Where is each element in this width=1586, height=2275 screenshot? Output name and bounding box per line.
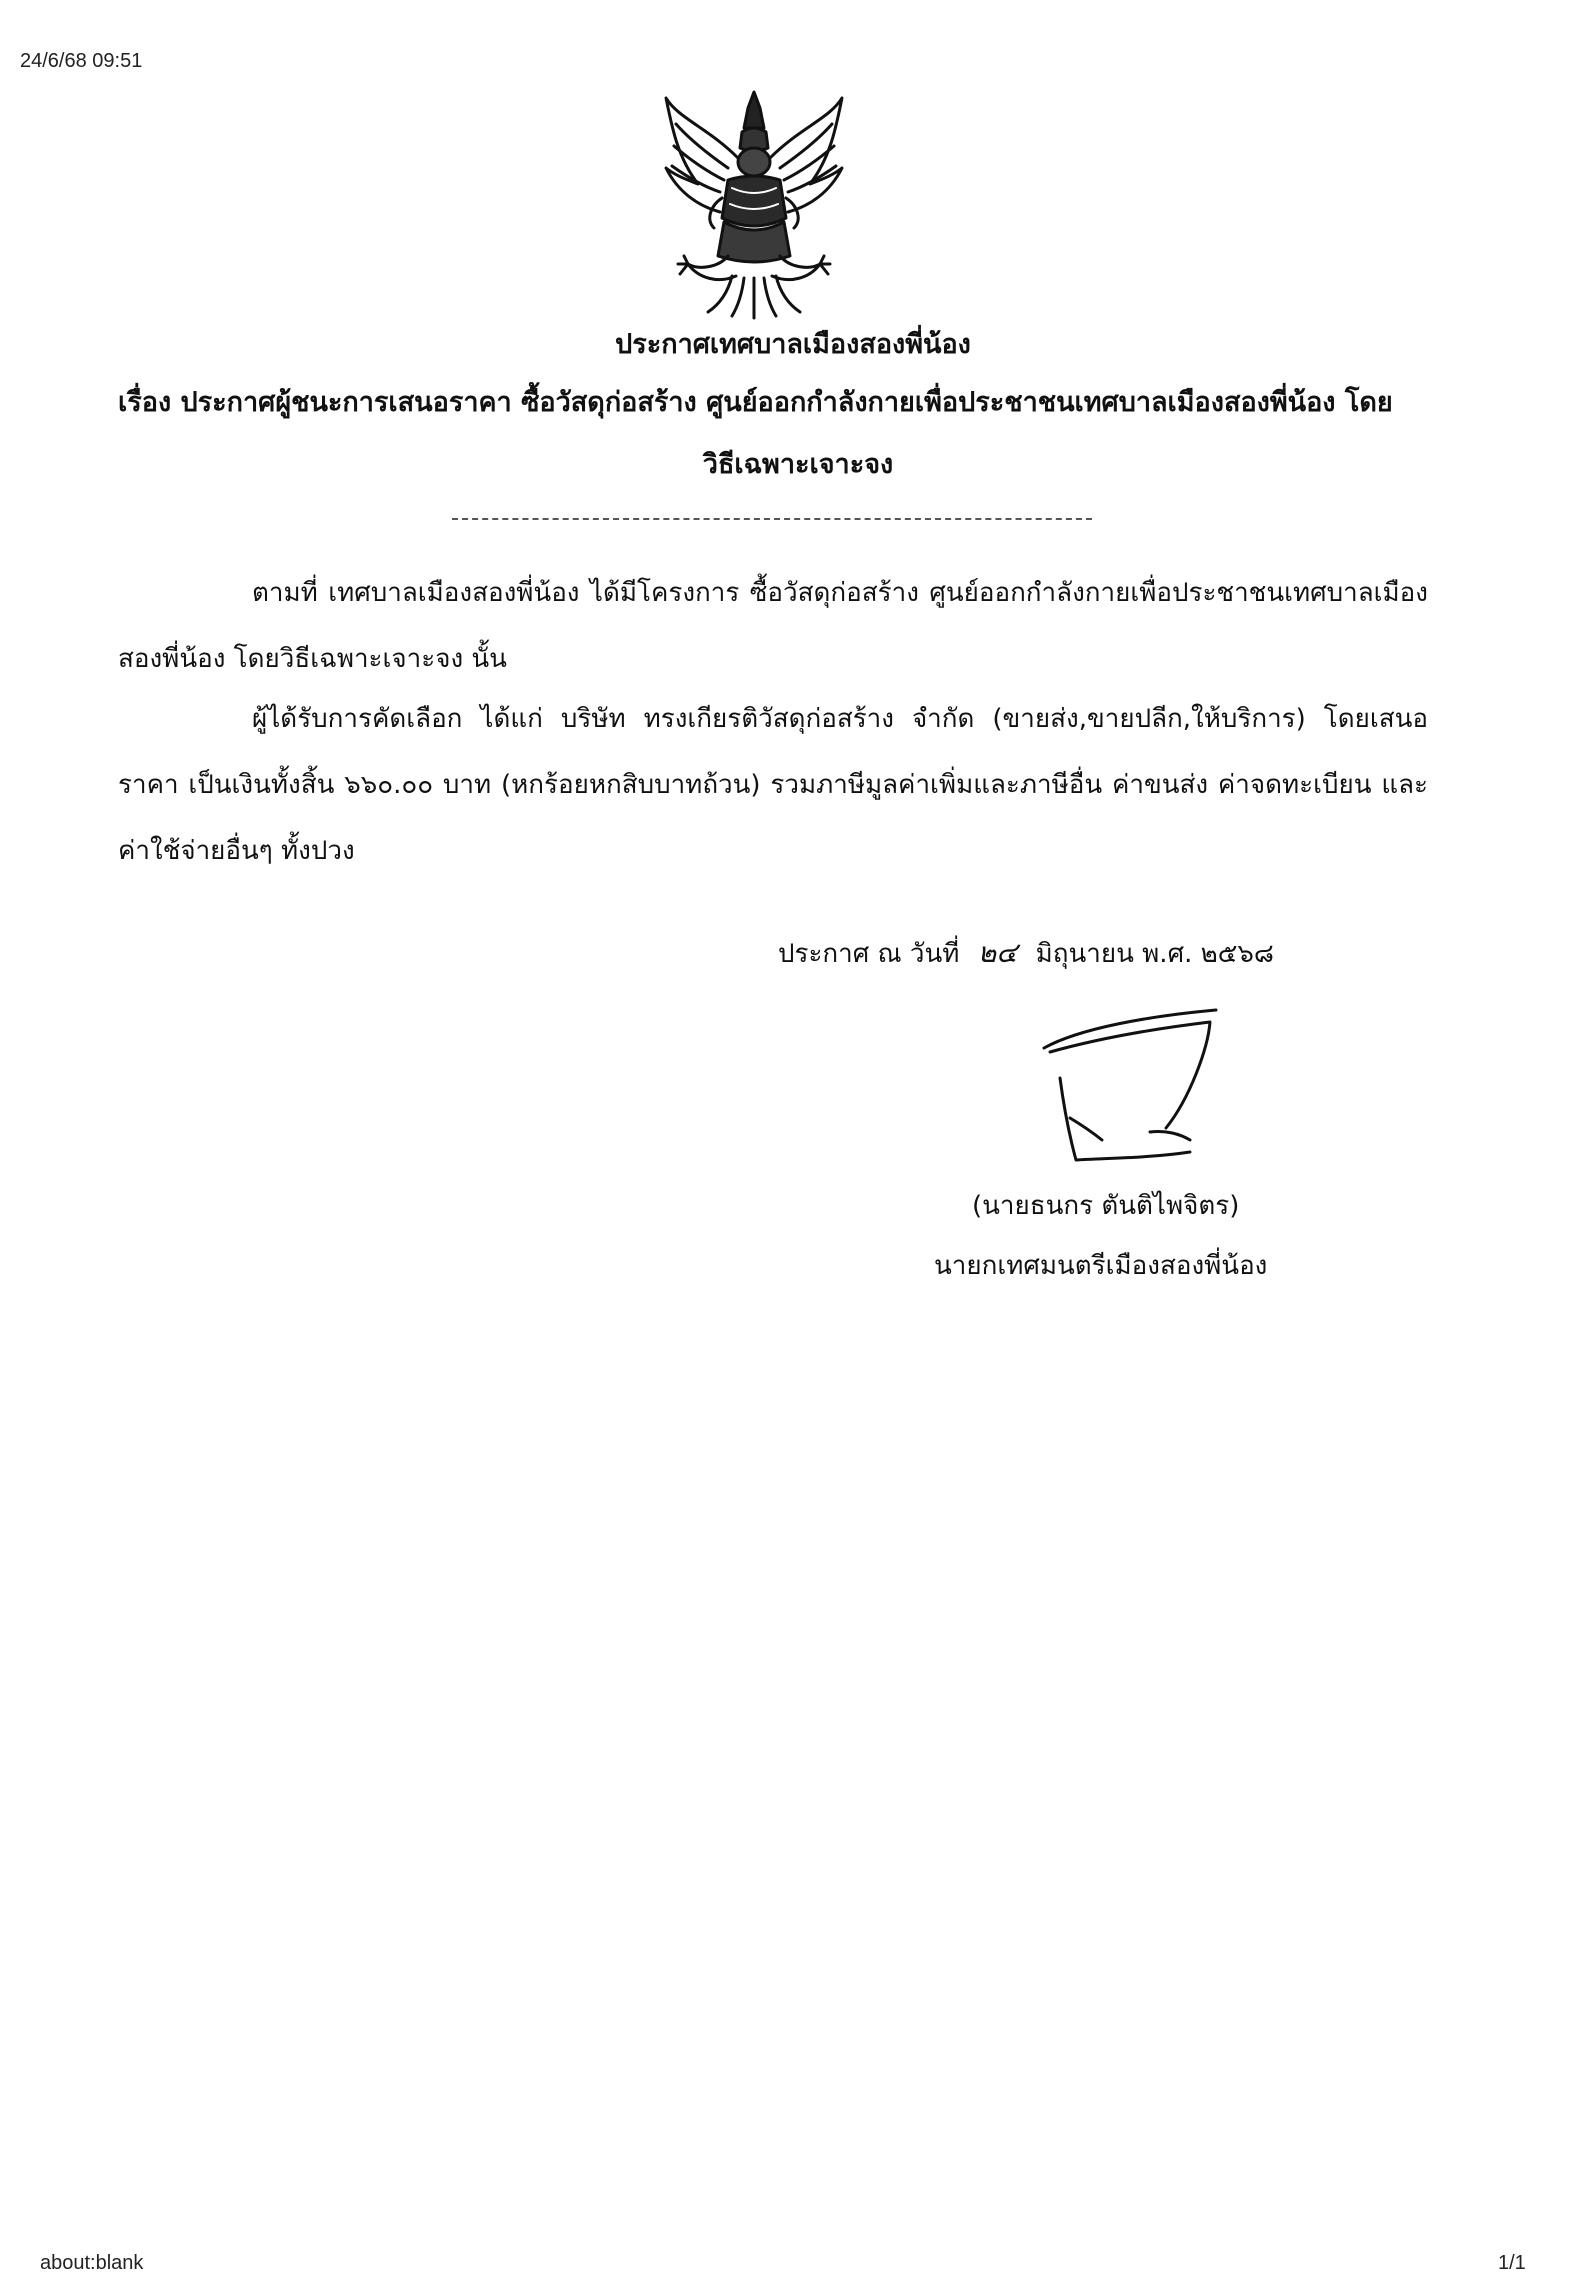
announce-month-year: มิถุนายน พ.ศ. ๒๕๖๘ — [1035, 939, 1274, 969]
subject-line2: วิธีเฉพาะเจาะจง — [702, 449, 894, 480]
subject — [118, 372, 1478, 496]
announce-day: ๒๔ — [977, 936, 1018, 969]
signer-name: (นายธนกร ตันติไพจิตร) — [972, 1191, 1240, 1221]
issuer-title: ประกาศเทศบาลเมืองสองพี่น้อง — [615, 329, 971, 360]
print-footer-url: about:blank — [40, 2252, 144, 2274]
signer-title: นายกเทศมนตรีเมืองสองพี่น้อง — [934, 1251, 1268, 1281]
announce-prefix: ประกาศ ณ วันที่ — [778, 939, 960, 969]
paragraph-winner — [118, 686, 1428, 884]
dashed-separator — [452, 518, 1092, 520]
subject-line1: เรื่อง ประกาศผู้ชนะการเสนอราคา ซื้อวัสดุก่อสร้าง ศูนย์ออกกำลังกายเพื่อประชาชนเทศบาลเมืองสองพี่น้อง โดย — [118, 387, 1393, 418]
print-timestamp: 24/6/68 09:51 — [20, 50, 143, 72]
paragraph-winner-text: ผู้ได้รับการคัดเลือก ได้แก่ บริษัท ทรงเกียรติวัสดุก่อสร้าง จำกัด (ขายส่ง,ขายปลีก,ให้บริการ) โดยเสนอราคา เป็นเงินทั้งสิ้น ๖๖๐.๐๐ บาท (หกร้อยหกสิบบาทถ้วน) รวมภาษีมูลค่าเพิ่มและภาษีอื่น ค่าขนส่ง ค่าจดทะเบียน และค่าใช้จ่ายอื่นๆ ทั้งปวง — [118, 704, 1428, 866]
signature-icon — [1040, 1008, 1230, 1168]
print-footer-page: 1/1 — [1498, 2252, 1526, 2274]
garuda-emblem-icon — [658, 88, 850, 320]
paragraph-project — [118, 560, 1428, 692]
paragraph-project-text: ตามที่ เทศบาลเมืองสองพี่น้อง ได้มีโครงการ ซื้อวัสดุก่อสร้าง ศูนย์ออกกำลังกายเพื่อประชาชนเทศบาลเมืองสองพี่น้อง โดยวิธีเฉพาะเจาะจง นั้น — [118, 578, 1428, 674]
announcement-date — [778, 920, 1274, 987]
